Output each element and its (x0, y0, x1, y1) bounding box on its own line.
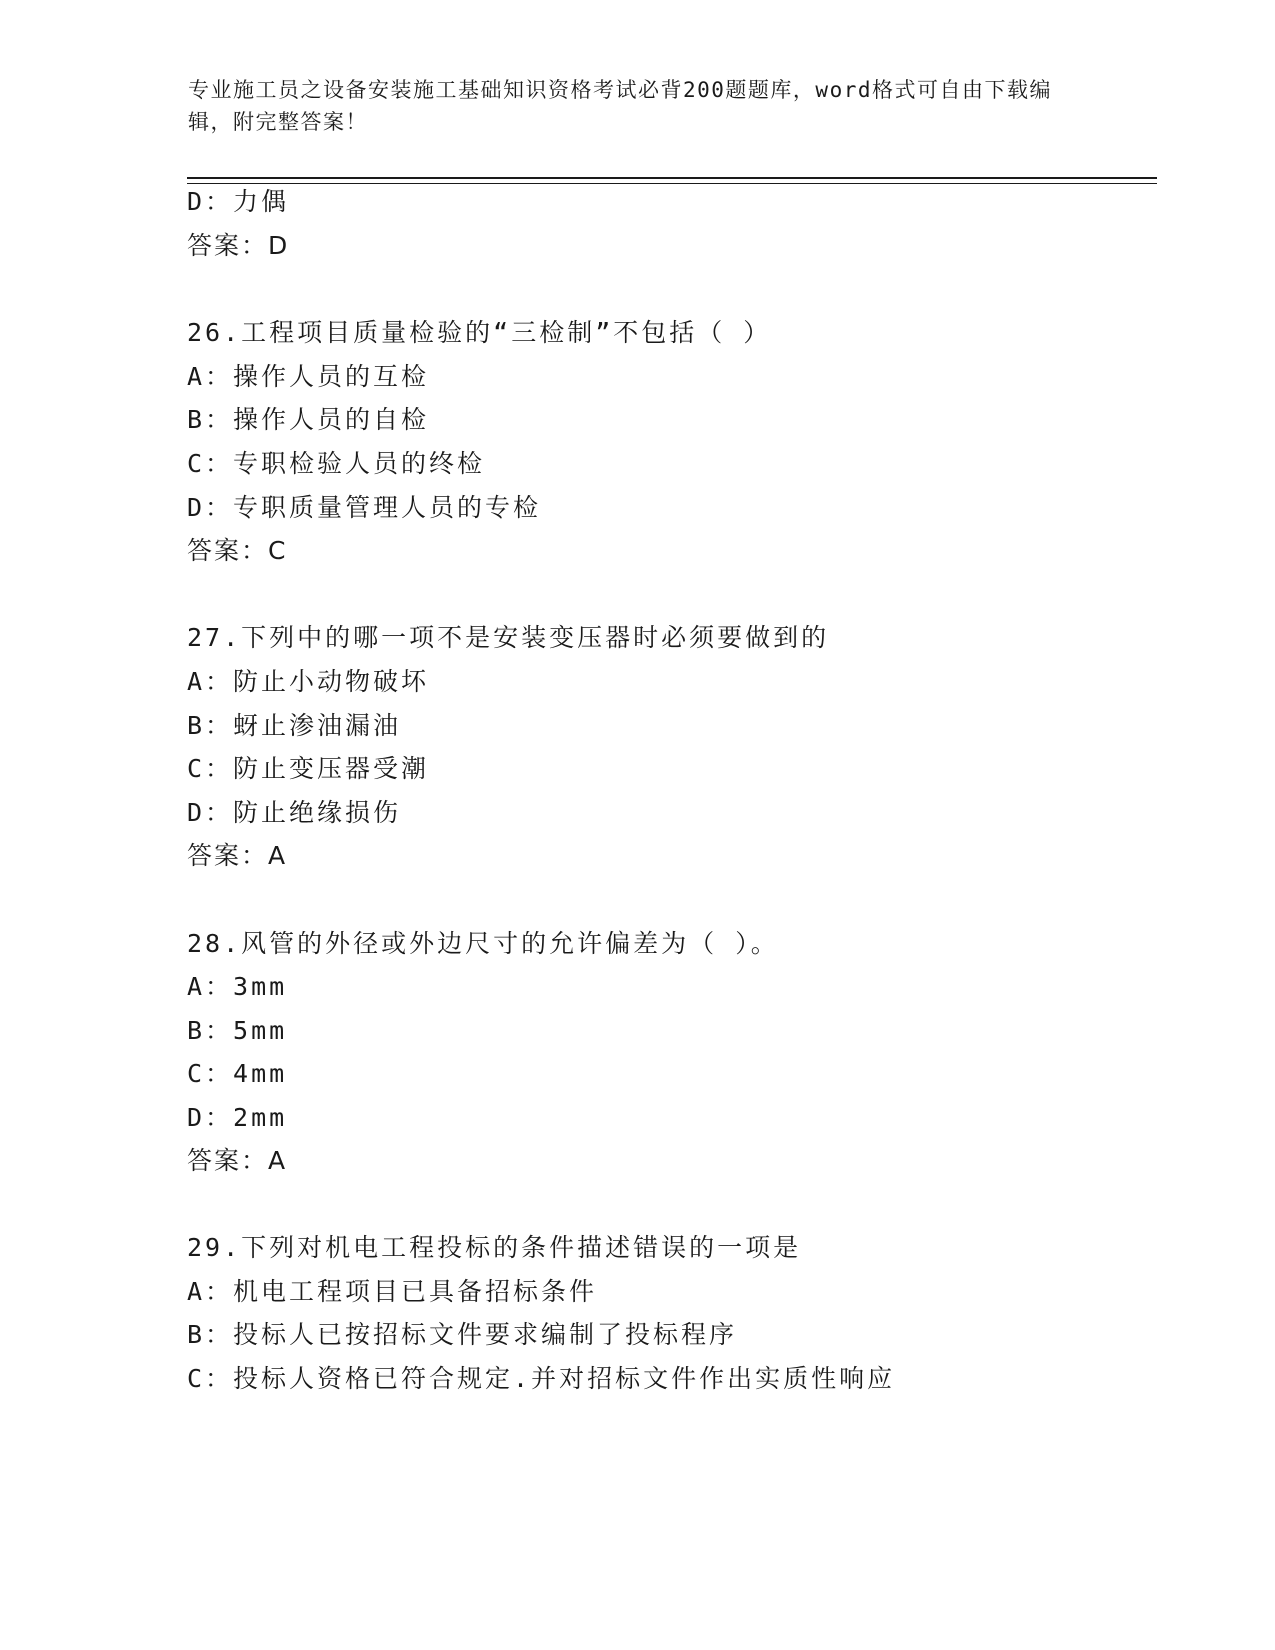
option-text: C：防止变压器受潮 (187, 754, 430, 783)
option-text: D：力偶 (187, 187, 290, 216)
option-text: B：操作人员的自检 (187, 405, 430, 434)
option-text: B：5mm (187, 1016, 288, 1045)
option-text: A：机电工程项目已具备招标条件 (187, 1277, 598, 1306)
question-text: 26.工程项目质量检验的“三检制”不包括（ ） (187, 318, 772, 347)
header-divider (187, 177, 1157, 179)
answer-text: 答案：A (187, 1146, 288, 1175)
option-text: D：防止绝缘损伤 (187, 798, 402, 827)
question-text: 28.风管的外径或外边尺寸的允许偏差为（ ）。 (187, 929, 779, 958)
question-text: 27.下列中的哪一项不是安装变压器时必须要做到的 (187, 623, 830, 652)
option-text: B：投标人已按招标文件要求编制了投标程序 (187, 1320, 738, 1349)
question-text: 29.下列对机电工程投标的条件描述错误的一项是 (187, 1233, 802, 1262)
option-text: C：专职检验人员的终检 (187, 449, 486, 478)
option-text: A：防止小动物破坏 (187, 667, 430, 696)
option-text: D：2mm (187, 1103, 288, 1132)
option-text: B：蚜止渗油漏油 (187, 711, 402, 740)
option-text: C：4mm (187, 1059, 288, 1088)
option-text: C：投标人资格已符合规定.并对招标文件作出实质性响应 (187, 1364, 896, 1393)
header-divider-thin (187, 183, 1157, 184)
document-title: 专业施工员之设备安装施工基础知识资格考试必背200题题库，word格式可自由下载编辑，附完整答案！ (188, 78, 1052, 134)
answer-text: 答案：D (187, 231, 290, 260)
option-text: A：操作人员的互检 (187, 362, 430, 391)
answer-text: 答案：A (187, 841, 288, 870)
option-text: D：专职质量管理人员的专检 (187, 493, 542, 522)
option-text: A：3mm (187, 972, 288, 1001)
answer-text: 答案：C (187, 536, 288, 565)
